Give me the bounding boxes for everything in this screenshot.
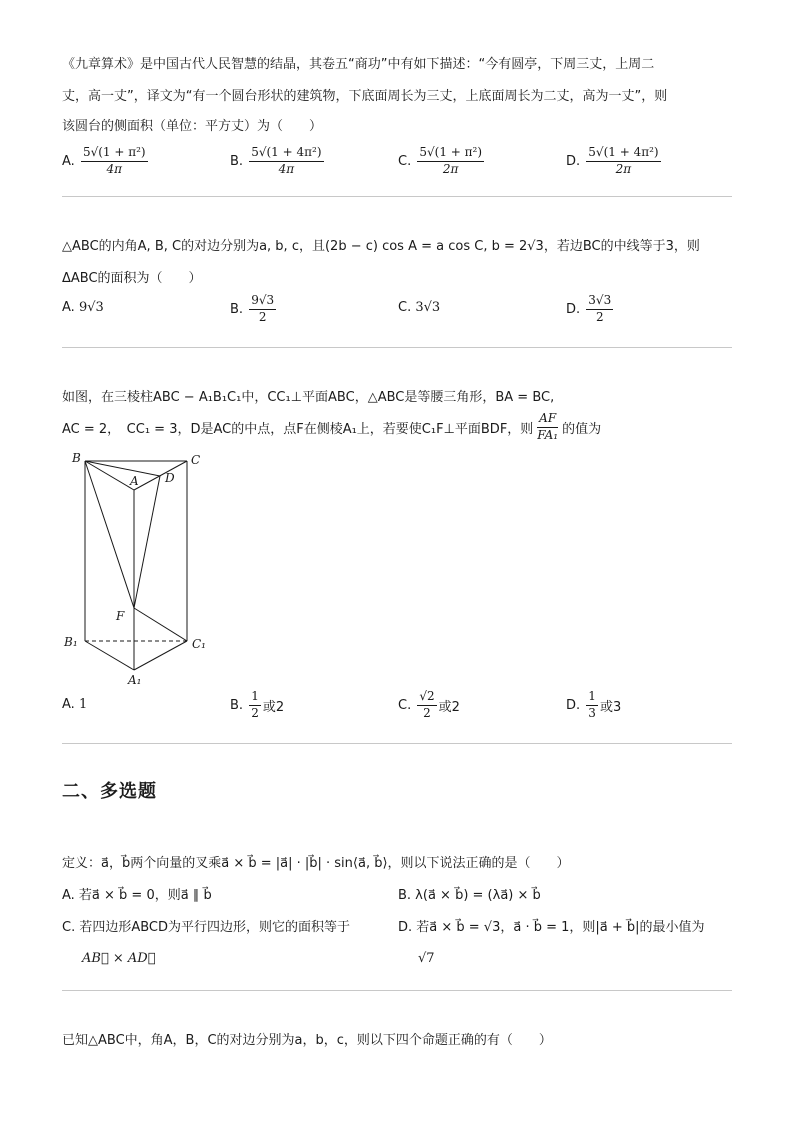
- q5-stem: 已知△ABC中，角A，B，C的对边分别为a，b，c，则以下四个命题正确的有（ ）: [62, 1033, 552, 1048]
- edge-b1a1: [85, 641, 134, 670]
- edge-fc1: [134, 608, 187, 641]
- label-a: A: [130, 474, 139, 488]
- q3-option-d[interactable]: D. $\frac{1}{3}$ 或3: [566, 689, 622, 720]
- prism-figure: [60, 448, 220, 688]
- divider-4: [62, 990, 732, 991]
- label-a1: A₁: [128, 673, 142, 687]
- q4-option-d-value: √7: [418, 951, 435, 966]
- q3-option-a[interactable]: A. 1: [62, 697, 88, 712]
- q4-option-d[interactable]: D. 若a⃗ × b⃗ = √3，a⃗ · b⃗ = 1，则|a⃗ + b⃗|的最小值为: [398, 920, 705, 935]
- q3-stem-line2: AC = 2， CC₁ = 3，D是AC的中点，点F在侧棱A₁上，若要使C₁F⊥平面BDF，则 $\frac{AF}{\text{FA₁}}$ 的值为: [62, 411, 602, 442]
- q2-stem-line1: △ABC的内角A, B, C的对边分别为a, b, c，且(2b − c) cos A = a cos C, b = 2√3，若边BC的中线等于3，则: [62, 239, 700, 254]
- label-b1: B₁: [64, 635, 78, 649]
- q2-stem-line2: ΔABC的面积为（ ）: [62, 271, 202, 286]
- label-c: C: [191, 453, 201, 467]
- edge-ba: [85, 461, 134, 490]
- edge-bf: [85, 461, 134, 608]
- q3-stem-line1: 如图，在三棱柱ABC − A₁B₁C₁中，CC₁⊥平面ABC，△ABC是等腰三角形，BA = BC,: [62, 390, 555, 405]
- q4-option-c[interactable]: C. 若四边形ABCD为平行四边形，则它的面积等于: [62, 920, 351, 935]
- q2-option-b[interactable]: B. $\frac{9√3}{2}$: [230, 293, 275, 324]
- label-f: F: [116, 609, 125, 623]
- divider-2: [62, 347, 732, 348]
- divider-1: [62, 196, 732, 197]
- divider-3: [62, 743, 732, 744]
- q1-option-c[interactable]: C. $\frac{\text{5√(1 + π²)}}{2\pi}$: [398, 145, 483, 176]
- q1-option-b[interactable]: B. $\frac{\text{5√(1 + 4π²)}}{4\pi}$: [230, 145, 322, 176]
- q4-option-b[interactable]: B. λ(a⃗ × b⃗) = (λa⃗) × b⃗: [398, 888, 541, 903]
- q1-stem-line3: 该圆台的侧面积（单位：平方丈）为（ ）: [62, 119, 323, 134]
- q2-option-d[interactable]: D. $\frac{3√3}{2}$: [566, 293, 612, 324]
- label-b: B: [72, 451, 81, 465]
- q2-option-a[interactable]: A. 9√3: [62, 300, 104, 315]
- q3-option-c[interactable]: C. $\frac{√2}{2}$ 或2: [398, 689, 460, 720]
- q4-option-a[interactable]: A. 若a⃗ × b⃗ = 0，则a⃗ ∥ b⃗: [62, 888, 212, 903]
- edge-ac: [134, 461, 187, 490]
- label-c1: C₁: [192, 637, 206, 651]
- q1-option-d[interactable]: D. $\frac{\text{5√(1 + 4π²)}}{2\pi}$: [566, 145, 659, 176]
- q4-stem: 定义：a⃗，b⃗两个向量的叉乘a⃗ × b⃗ = |a⃗| · |b⃗| · sin⟨a⃗, b⃗⟩，则以下说法正确的是（ ）: [62, 856, 570, 871]
- q1-option-a[interactable]: A. $\frac{\text{5√(1 + π²)}}{4\pi}$: [62, 145, 146, 176]
- q2-option-c[interactable]: C. 3√3: [398, 300, 441, 315]
- edge-df: [134, 476, 160, 608]
- edge-bd: [85, 461, 160, 476]
- edge-a1c1: [134, 641, 187, 670]
- section-title: 二、多选题: [62, 781, 157, 802]
- label-d: D: [165, 471, 175, 485]
- q3-option-b[interactable]: B. $\frac{1}{2}$ 或2: [230, 689, 285, 720]
- q1-stem-line1: 《九章算术》是中国古代人民智慧的结晶，其卷五“商功”中有如下描述：“今有圆亭，下周三丈，上周二: [62, 57, 655, 72]
- q1-stem-line2: 丈，高一丈”，译文为“有一个圆台形状的建筑物，下底面周长为三丈，上底面周长为二丈，高为一丈”，则: [62, 89, 668, 104]
- q4-option-c-expr: AB⃗ × AD⃗: [82, 951, 156, 966]
